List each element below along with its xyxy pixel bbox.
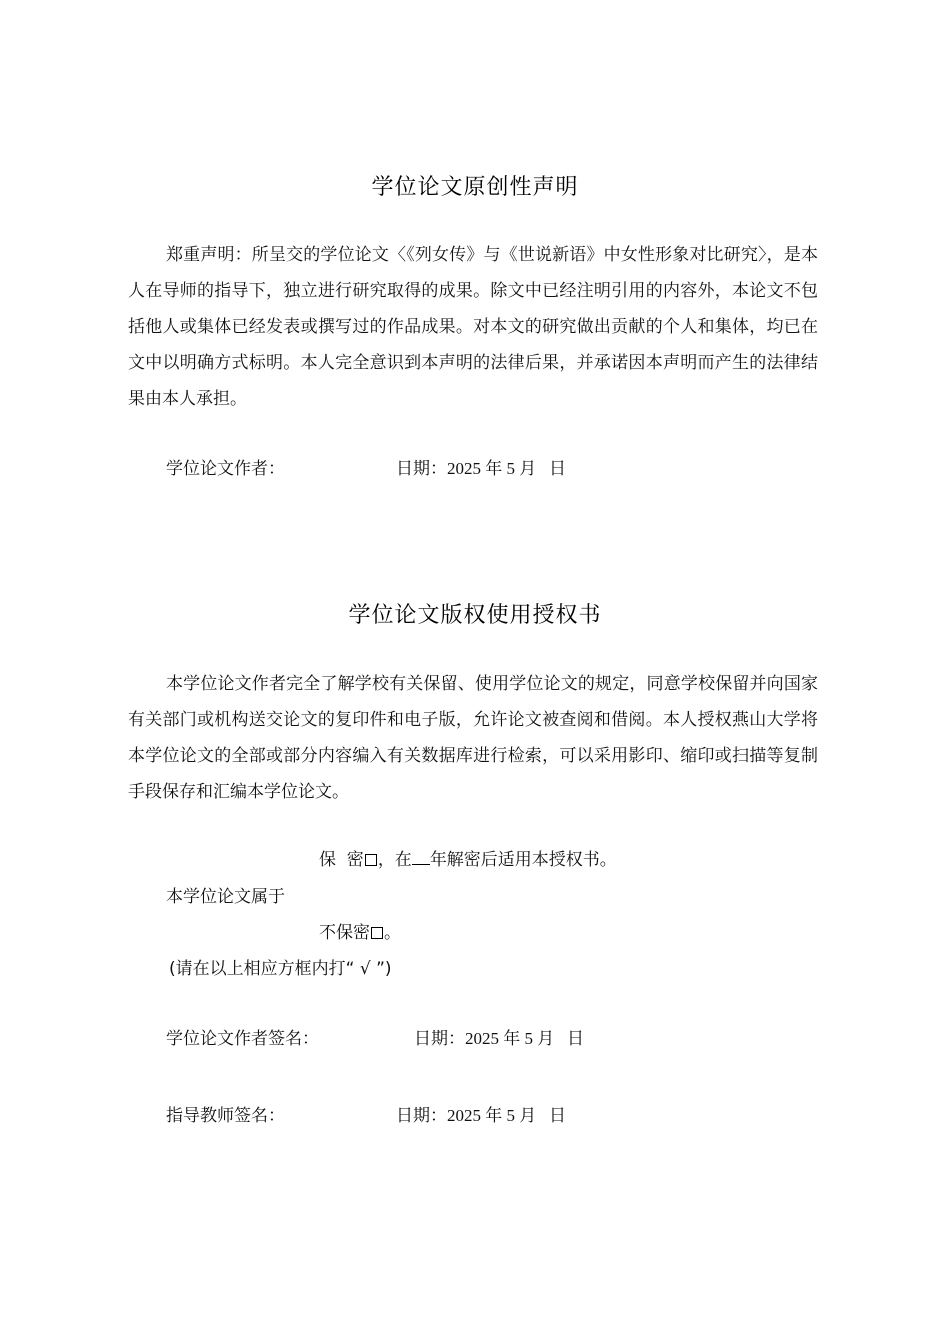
check-instruction: (请在以上相应方框内打“ √ ”) (169, 959, 392, 979)
originality-author-label: 学位论文作者： (166, 459, 285, 479)
secret-middle-text: ，在 (377, 850, 412, 870)
advisor-sign-date-label: 日期： (396, 1106, 447, 1126)
originality-statement: 郑重声明：所呈交的学位论文〈《列女传》与《世说新语》中女性形象对比研究〉，是本人在导师的指导下，独立进行研究取得的成果。除文中已经注明引用的内容外，本论文不包括他人或集体已经发表或撰写过的作品成果。对本文的研究做出贡献的个人和集体，均已在文中以明确方式标明。本人完全意识到本声明的法律后果，并承诺因本声明而产生的法律结果由本人承担。 (128, 245, 818, 409)
originality-date-value: 2025 年 5 月 日 (447, 459, 566, 478)
not-secret-suffix: 。 (384, 923, 401, 943)
secret-option (319, 848, 617, 872)
advisor-sign-date-value: 2025 年 5 月 日 (447, 1106, 566, 1125)
author-sign-date (414, 1027, 584, 1051)
not-secret-option (319, 921, 401, 945)
not-secret-checkbox[interactable] (371, 927, 383, 939)
not-secret-label: 不保密 (319, 923, 370, 943)
advisor-sign-date (396, 1104, 566, 1128)
secret-years-blank[interactable] (412, 848, 430, 865)
secret-suffix-text: 年解密后适用本授权书。 (429, 850, 617, 870)
belongs-label: 本学位论文属于 (166, 887, 285, 907)
originality-date (396, 457, 566, 481)
originality-title: 学位论文原创性声明 (371, 175, 579, 200)
secret-label: 保 密 (319, 850, 364, 870)
author-sign-date-value: 2025 年 5 月 日 (465, 1029, 584, 1048)
secret-checkbox[interactable] (365, 854, 377, 866)
advisor-sign-label: 指导教师签名： (166, 1106, 285, 1126)
author-sign-date-label: 日期： (414, 1029, 465, 1049)
authorization-title: 学位论文版权使用授权书 (348, 603, 602, 628)
authorization-statement: 本学位论文作者完全了解学校有关保留、使用学位论文的规定，同意学校保留并向国家有关部门或机构送交论文的复印件和电子版，允许论文被查阅和借阅。本人授权燕山大学将本学位论文的全部或部分内容编入有关数据库进行检索，可以采用影印、缩印或扫描等复制手段保存和汇编本学位论文。 (128, 674, 818, 802)
originality-date-label: 日期： (396, 459, 447, 479)
author-sign-label: 学位论文作者签名： (166, 1029, 319, 1049)
